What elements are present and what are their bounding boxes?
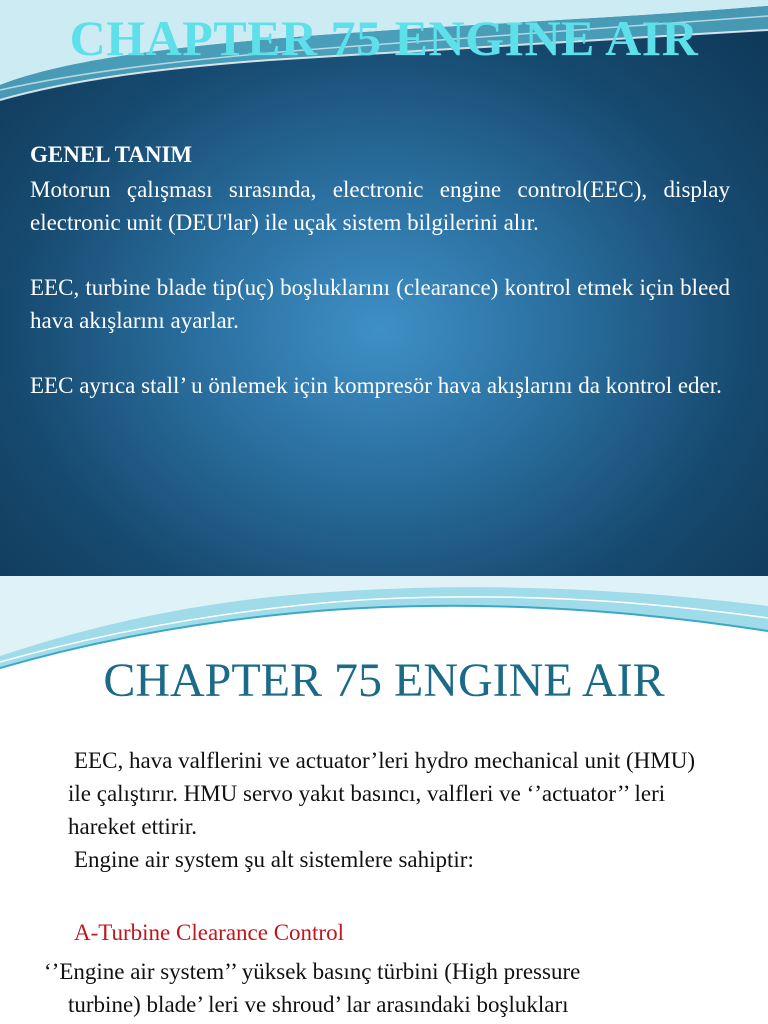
slide-1-content (30, 138, 730, 434)
paragraph-3: EEC ayrıca stall’ u önlemek için kompresör hava akışlarını da kontrol eder. (30, 373, 722, 398)
slide-2 (0, 576, 768, 1024)
paragraph-engine-air-system (44, 955, 724, 1021)
paragraph-subsystems: Engine air system şu alt sistemlere sahiptir: (74, 847, 474, 872)
slide-1-title: CHAPTER 75 ENGINE AIR (69, 10, 699, 66)
paragraph-line-2: turbine) blade’ leri ve shroud’ lar arasındaki boşlukları (68, 992, 569, 1017)
paragraph-1: Motorun çalışması sırasında, electronic engine control(EEC), display electronic unit (DEU'lar) ile uçak sistem bilgilerini alır. (30, 177, 730, 235)
paragraph-line-1: ‘’Engine air system’’ yüksek basınç türbini (High pressure (44, 959, 581, 984)
paragraph-hmu: EEC, hava valflerini ve actuator’leri hydro mechanical unit (HMU) ile çalıştırır. HMU servo yakıt basıncı, valfleri ve ‘’actuator’’ leri hareket ettirir. (68, 748, 695, 839)
subheading-turbine-clearance: A-Turbine Clearance Control (74, 920, 344, 945)
slide-2-body (0, 744, 768, 1021)
slide-2-title: CHAPTER 75 ENGINE AIR (103, 654, 665, 707)
paragraph-2: EEC, turbine blade tip(uç) boşluklarını (clearance) kontrol etmek için bleed hava akışlarını ayarlar. (30, 275, 730, 333)
section-heading: GENEL TANIM (30, 142, 193, 167)
